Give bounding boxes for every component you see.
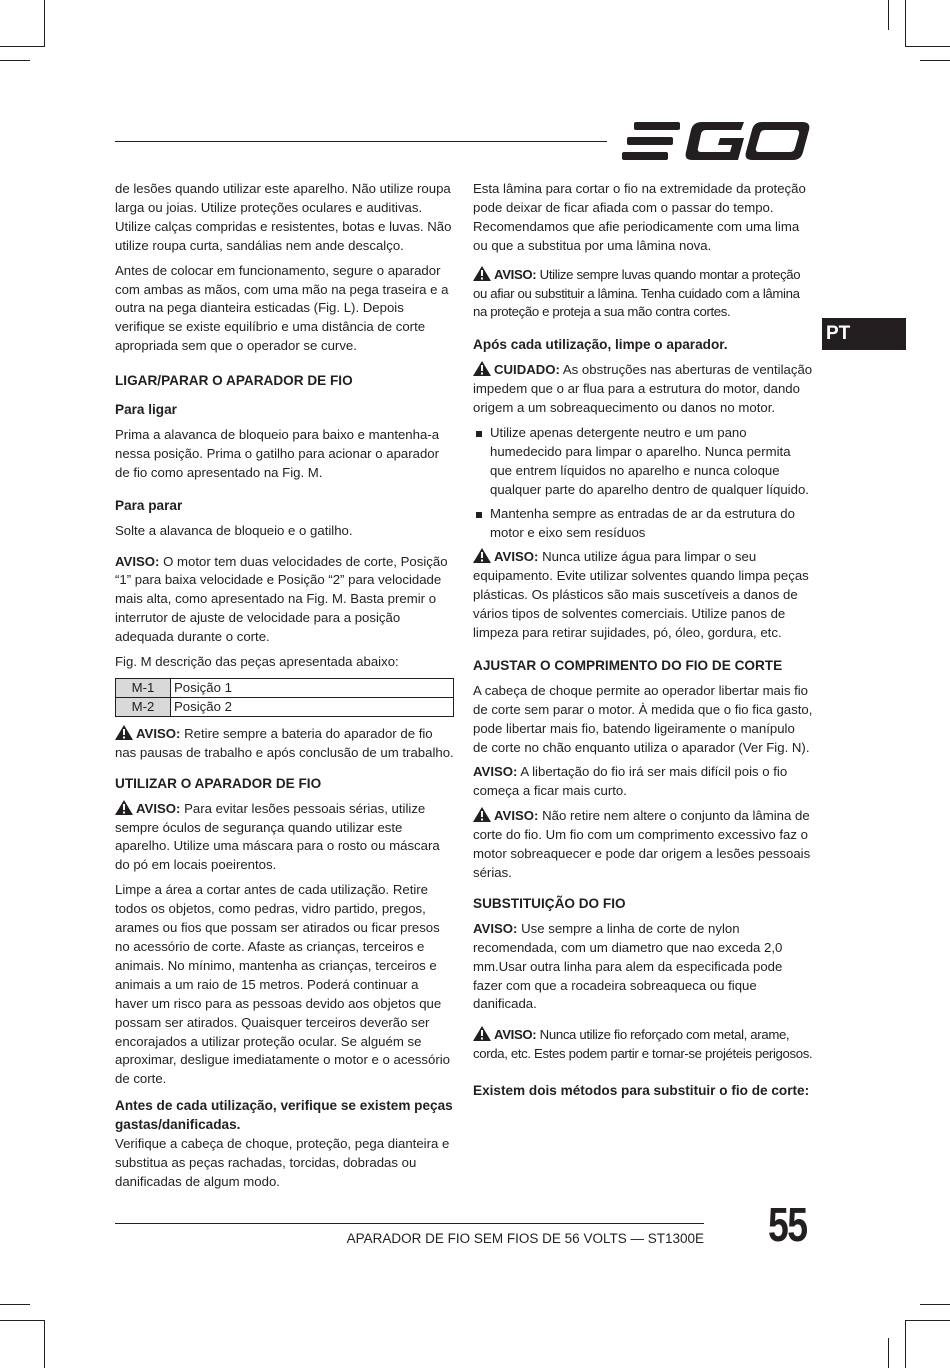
warning-triangle-icon (473, 361, 491, 376)
paragraph: Esta lâmina para cortar o fio na extremidade da proteção pode deixar de ficar afiada com o passar do tempo. Recomendamos que afie periodicamente com uma lima ou que a substitua por uma lâmina nova. (473, 181, 806, 253)
warning-triangle-icon (473, 266, 491, 281)
warning-label: AVISO: (494, 808, 539, 824)
section-heading: LIGAR/PARAR O APARADOR DE FIO (115, 373, 353, 389)
crop-mark (905, 1320, 950, 1321)
warning-text: Nunca utilize água para limpar o seu equipamento. Evite utilizar solventes quando limpa peças plásticas. Os plásticos são mais suscetíveis a danos de vários tipos de solventes comerciais. Utilize panos de limpeza para retirar sujidades, pó, óleo, gordura, etc. (473, 549, 809, 641)
warning-triangle-icon (473, 1026, 491, 1041)
warning-text: Não retire nem altere o conjunto da lâmina de corte do fio. Um fio com um comprimento excessivo faz o motor sobreaquecer e pode dar origem a lesões pessoais sérias. (473, 808, 811, 880)
warning-paragraph (473, 266, 813, 323)
warning-paragraph (115, 800, 455, 876)
paragraph: A cabeça de choque permite ao operador libertar mais fio de corte sem parar o motor. À medida que o fio fica gasto, pode libertar mais fio, batendo ligeiramente o manípulo de corte no chão enquanto utiliza o aparador (Ver Fig. N). (473, 682, 813, 755)
subheading: Existem dois métodos para substituir o fio de corte: (473, 1083, 810, 1099)
warning-paragraph (115, 553, 455, 648)
warning-triangle-icon (473, 548, 491, 563)
part-code: M-2 (116, 697, 171, 716)
section-heading: SUBSTITUIÇÃO DO FIO (473, 895, 626, 911)
warning-paragraph (473, 807, 813, 883)
crop-mark (905, 46, 950, 47)
crop-mark (920, 1304, 950, 1305)
warning-paragraph (115, 725, 455, 763)
subheading: Após cada utilização, limpe o aparador. (473, 337, 728, 353)
brand-logo (622, 120, 810, 162)
page-number: 55 (768, 1199, 807, 1252)
header-rule (115, 141, 607, 142)
warning-label: AVISO: (494, 549, 539, 565)
crop-mark (44, 0, 45, 46)
crop-mark (905, 0, 906, 46)
section-heading: UTILIZAR O APARADOR DE FIO (115, 775, 322, 791)
crop-mark (0, 46, 45, 47)
paragraph: Verifique a cabeça de choque, proteção, pega dianteira e substitua as peças rachadas, torcidas, dobradas ou danificadas de algum modo. (115, 1136, 450, 1189)
warning-text: Retire sempre a bateria do aparador de fio nas pausas de trabalho e após conclusão de um trabalho. (115, 725, 454, 760)
footer-title: APARADOR DE FIO SEM FIOS DE 56 VOLTS — ST1300E (346, 1231, 704, 1246)
warning-label: AVISO: (494, 1027, 537, 1043)
figure-caption: Fig. M descrição das peças apresentada abaixo: (115, 654, 399, 670)
warning-label: AVISO: (473, 764, 518, 780)
warning-text: O motor tem duas velocidades de corte, Posição “1” para baixa velocidade e Posição “2” para velocidade mais alta, como apresentado na Fig. M. Basta premir o interrutor de ajuste de velocidade para a posição adequada durante o corte. (115, 553, 448, 645)
warning-text: Use sempre a linha de corte de nylon recomendada, com um diametro que nao exceda 2,0 mm.Usar outra linha para alem da especificada pode fazer com que a rocadeira sobreaqueca ou fique danificada. (473, 920, 783, 1012)
table-row (116, 678, 454, 697)
part-description: Posição 1 (171, 678, 454, 697)
ego-logo-icon (622, 120, 810, 162)
warning-paragraph (473, 1026, 813, 1064)
subheading: Para parar (115, 497, 183, 513)
cleaning-list (473, 424, 813, 542)
warning-label: AVISO: (136, 800, 181, 816)
part-code: M-1 (116, 678, 171, 697)
warning-paragraph (473, 920, 813, 1015)
parts-table (115, 678, 454, 717)
subheading: Para ligar (115, 402, 177, 418)
list-item: Utilize apenas detergente neutro e um pano humedecido para limpar o aparelho. Nunca permita que entrem líquidos no aparelho e nunca coloque qualquer parte do aparelho dentro de qualquer líquido. (473, 424, 813, 500)
crop-mark (888, 1338, 889, 1368)
table-row (116, 697, 454, 716)
warning-text: Para evitar lesões pessoais sérias, utilize sempre óculos de segurança quando utilizar este aparelho. Utilize uma máscara para o rosto ou máscara do pó em locais poeirentos. (115, 800, 440, 873)
warning-triangle-icon (473, 807, 491, 822)
caution-paragraph (473, 361, 813, 418)
warning-triangle-icon (115, 725, 133, 740)
paragraph: Prima a alavanca de bloqueio para baixo e mantenha-a nessa posição. Prima o gatilho para acionar o aparador de fio como apresentado na Fig. M. (115, 426, 440, 480)
warning-label: AVISO: (115, 553, 160, 569)
paragraph: Solte a alavanca de bloqueio e o gatilho. (115, 522, 353, 538)
warning-label: AVISO: (136, 725, 181, 741)
language-tab: PT (822, 318, 906, 350)
paragraph: Limpe a área a cortar antes de cada utilização. Retire todos os objetos, como pedras, vidro partido, pregos, arames ou fios que possam ser atirados ou ficar presos no acessório de corte. Afaste as crianças, terceiros e animais. No mínimo, mantenha as crianças, terceiros e animais a um raio de 15 metros. Poderá continuar a haver um risco para as pessoas devido aos objetos que possam ser atirados. Quaisquer terceiros deverão ser encorajados a utilizar proteção ocular. Se alguém se aproximar, desligue imediatamente o motor e o acessório de corte. (115, 882, 450, 1087)
warning-text: Utilize sempre luvas quando montar a proteção ou afiar ou substituir a lâmina. Tenha cuidado com a lâmina na proteção e proteja a sua mão contra cortes. (473, 266, 801, 320)
warning-triangle-icon (115, 800, 133, 815)
footer-rule (115, 1223, 704, 1224)
caution-text: As obstruções nas aberturas de ventilação impedem que o ar flua para a estrutura do motor, dando origem a um sobreaquecimento ou danos no motor. (473, 362, 813, 416)
section-heading: AJUSTAR O COMPRIMENTO DO FIO DE CORTE (473, 657, 783, 673)
part-description: Posição 2 (171, 697, 454, 716)
subheading: Antes de cada utilização, verifique se existem peças gastas/danificadas. (115, 1098, 453, 1133)
crop-mark (0, 1304, 30, 1305)
warning-paragraph (473, 548, 813, 643)
right-column (473, 180, 813, 1107)
warning-label: AVISO: (494, 266, 537, 282)
list-item: Mantenha sempre as entradas de ar da estrutura do motor e eixo sem resíduos (473, 505, 813, 543)
crop-mark (888, 0, 889, 30)
paragraph: Antes de colocar em funcionamento, segure o aparador com ambas as mãos, com uma mão na pega traseira e a outra na pega dianteira esticadas (Fig. L). Depois verifique se existe equilíbrio e uma distância de corte apropriada sem que o operador se curve. (115, 262, 449, 354)
paragraph: de lesões quando utilizar este aparelho. Não utilize roupa larga ou joias. Utilize proteções oculares e auditivas. Utilize calças compridas e resistentes, botas e luvas. Não utilize roupa curta, sandálias nem ande descalço. (115, 181, 452, 253)
crop-mark (0, 1320, 45, 1321)
warning-paragraph (473, 763, 813, 801)
crop-mark (905, 1320, 906, 1368)
warning-text: Nunca utilize fio reforçado com metal, arame, corda, etc. Estes podem partir e tornar-se projéteis perigosos. (473, 1027, 813, 1062)
warning-label: AVISO: (473, 920, 518, 936)
crop-mark (0, 60, 30, 61)
crop-mark (44, 1320, 45, 1368)
left-column (115, 180, 455, 1198)
warning-text: A libertação do fio irá ser mais difícil pois o fio começa a ficar mais curto. (473, 764, 788, 799)
crop-mark (920, 60, 950, 61)
caution-label: CUIDADO: (494, 362, 560, 378)
